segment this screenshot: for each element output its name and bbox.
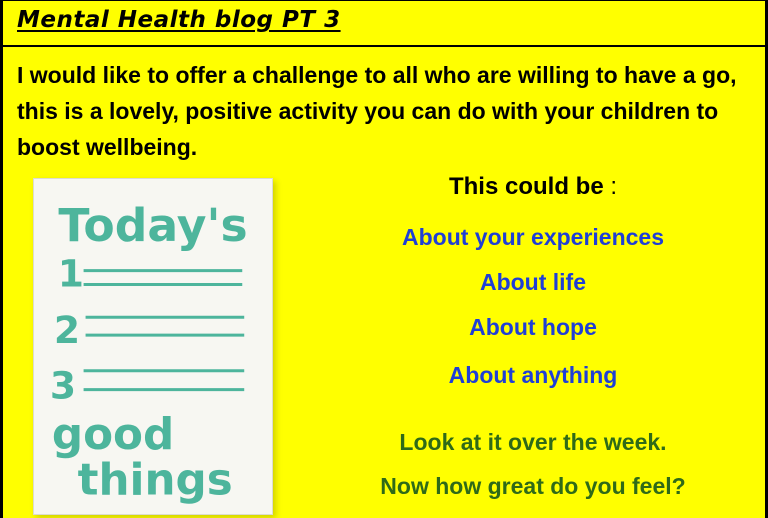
closing-line-1: Look at it over the week. — [399, 429, 667, 455]
page-title: Mental Health blog PT 3 — [17, 7, 341, 33]
poster-illustration — [34, 179, 272, 514]
topic-item: About life — [479, 269, 587, 295]
intro-paragraph: I would like to offer a challenge to all who are willing to have a go, this is a lovely, positive activity you can do with your children to boost wellbeing. — [17, 62, 737, 160]
poster-things-text: things — [77, 455, 233, 506]
poster-number-1: 1 — [57, 251, 85, 296]
closing-line-2: Now how great do you feel? — [380, 473, 686, 499]
poster-number-3: 3 — [49, 363, 77, 408]
poster-today-text: Today's — [58, 198, 248, 252]
poster-good-text: good — [51, 410, 175, 461]
title-divider — [3, 45, 765, 47]
topic-item: About your experiences — [401, 224, 665, 250]
could-be-label: This could be — [448, 173, 604, 200]
todays-good-things-poster — [33, 178, 273, 515]
could-be-colon: : — [603, 173, 618, 200]
topic-item: About hope — [469, 314, 597, 340]
topic-item: About anything — [448, 362, 618, 388]
could-be-heading — [303, 173, 763, 201]
poster-number-2: 2 — [53, 308, 81, 353]
